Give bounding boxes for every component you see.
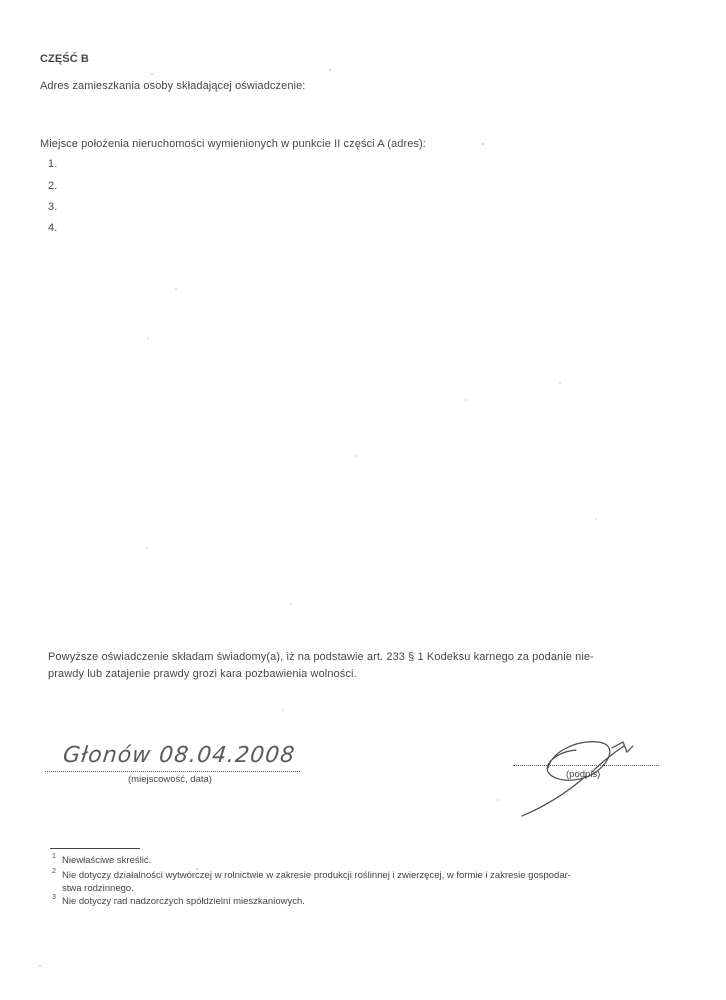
property-location-label: Miejsce położenia nieruchomości wymienionych w punkcie II części A (adres): [40, 138, 426, 150]
property-item-2: 2. [48, 180, 58, 192]
property-item-1: 1. [48, 158, 58, 170]
property-item-4: 4. [48, 222, 58, 234]
footnote-2-continuation: stwa rodzinnego. [62, 883, 134, 894]
footnote-3-text: Nie dotyczy rad nadzorczych spółdzielni mieszkaniowych. [62, 896, 305, 907]
footnote-2-number: 2 [52, 868, 56, 875]
signature-caption: (podpis) [566, 769, 601, 780]
place-date-caption: (miejscowość, data) [128, 774, 212, 785]
residence-address-label: Adres zamieszkania osoby składającej oświadczenie: [40, 80, 306, 92]
declaration-line-1: Powyższe oświadczenie składam świadomy(a), iż na podstawie art. 233 § 1 Kodeksu karnego za podanie nie- [48, 651, 594, 663]
place-date-handwritten: Głonów 08.04.2008 [61, 743, 297, 768]
section-heading: CZĘŚĆ B [40, 53, 89, 65]
footnote-2-text: Nie dotyczy działalności wytwórczej w rolnictwie w zakresie produkcji roślinnej i zwierzęcej, w formie i zakresie gospodar- [62, 870, 571, 881]
footnote-3-number: 3 [52, 894, 56, 901]
declaration-line-2: prawdy lub zatajenie prawdy grozi kara pozbawienia wolności. [48, 668, 357, 680]
footnote-1-number: 1 [52, 853, 56, 860]
footnote-1-text: Niewłaściwe skreślić. [62, 855, 152, 866]
property-item-3: 3. [48, 201, 58, 213]
